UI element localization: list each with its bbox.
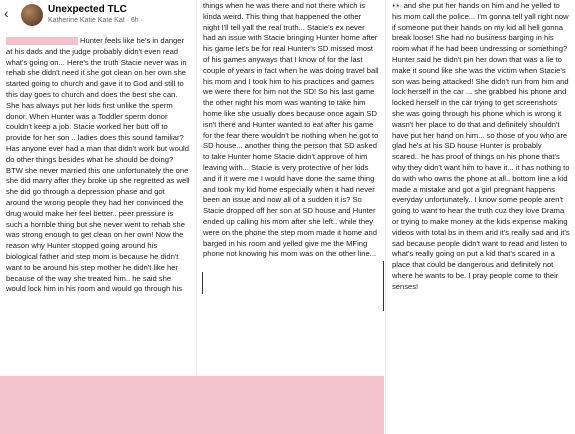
back-arrow-icon[interactable]: ‹ [4,5,9,21]
post-body-part-1 [0,34,196,295]
post-text-1: Hunter feels like he's in danger at his dads and the judge probably didn't even read what's going on... Here's the truth Stacie never was in rehab she didn't need it she got clean on her own she started going to church and gave it to God and still to this day goes to church and does the best she can. She has always put her kids first unlike the sperm donor. When Hunter was a Toddler sperm donor couldn't keep a job. Stacie worked her butt off to provide for her son .. ladies does this sound familiar? Has anyone ever had a man that didn't work but would do other things besides what he should be doing? BTW she never married this one unfortunately the one she did marry after they broke up she regretted as well she did go through a depression phase and got around the wrong people they had her convinced the drug would make her feel better.. peer pressure is such a horrible thing but she never went to rehab she was strong enough to get clean on her own! Now the reason why Hunter stopped going around his biological father and step mom is because he didn't want to be around his step mother he didn't like her because of the way she treated him.. he said she would lock him in his room and would go through his [6,36,190,294]
post-column-2 [196,0,385,434]
column-divider-mark [383,261,384,311]
author-meta: Katherine Katie Kate Kat · 6h · [48,17,143,24]
avatar[interactable] [21,4,43,26]
post-text-2: things when he was there and not there which is kinda weird. This thing that happened the other night I'll tell yall the real truth... Stacie's ex never had an issue with Stacie bringing Hunter home after his game let's be for real Hunter's SD missed most of his games anyways that I know of for the last couple of years in fact when he was doing travel ball his mom and I took him to his practices and games we were there for him not the SD! So his last game the other night his mom was wanting to take him home like she usually does because once again SD isn't there and Hunter wanted to eat after his game for the fear there wouldn't be nothing when he got to SD house... another thing the person that SD asked to take Hunter home Stacie didn't approve of him leaving with... Stacie is very protective of her kids and if it were me I would have done the same thing and took my kid home especially when it had never been an issue and now all of a sudden it is? So Stacie dropped off her son at SD house and Hunter ended up calling his mom after she left.. while they were on the phone the step mom made it home and barged in his room and yelled give me the MFing phone not knowing his mom was on the other line... [203,1,379,259]
post-column-3 [385,0,575,434]
post-header-text [48,4,143,26]
post-body-part-2 [197,0,385,260]
post-column-1 [0,0,196,434]
post-text-3: 👀 and she put her hands on him and he yelled to his mom call the police... I'm gonna tell yall right now if someone put their hands on my kid all hell gonna break loose! She had no business barging in his room what if he had been undressing or something? Hunter said he didn't pin her down that was a lie to make it sound like she was the victim when Stacie's son was being attacked! She didn't run from him and lock herself in the car ... she grabbed his phone and locked herself in the car trying to get screenshots she was going through his phone which is wrong it wasn't her place to do that and definitely shouldn't have put her hand on him... so those of you who are glad he's at his SD house Hunter is probably scared.. he has proof of things on his phone that's why they didn't want him to have it... it has nothing to do with who owns the phone at all.. bottom line a kid made a mistake and got a girl pregnant happens everyday unfortunately.. I know some people aren't going to want to hear the truth cuz they love Drama or trying to make money at the kids expense making videos with total bs in them and it's really sad and it's sad because people didn't want to read and listen to what's really going on put a kid that's scared in a place that could be dangerous and definitely not where he wants to be. I pray people come to their senses! [392,1,570,291]
column-divider-mark [202,272,203,294]
post-header [0,0,196,34]
redacted-name-bar [6,37,78,45]
post-body-part-3 [386,0,575,293]
group-name[interactable]: Unexpected TLC [48,4,127,15]
redacted-block [0,376,384,434]
